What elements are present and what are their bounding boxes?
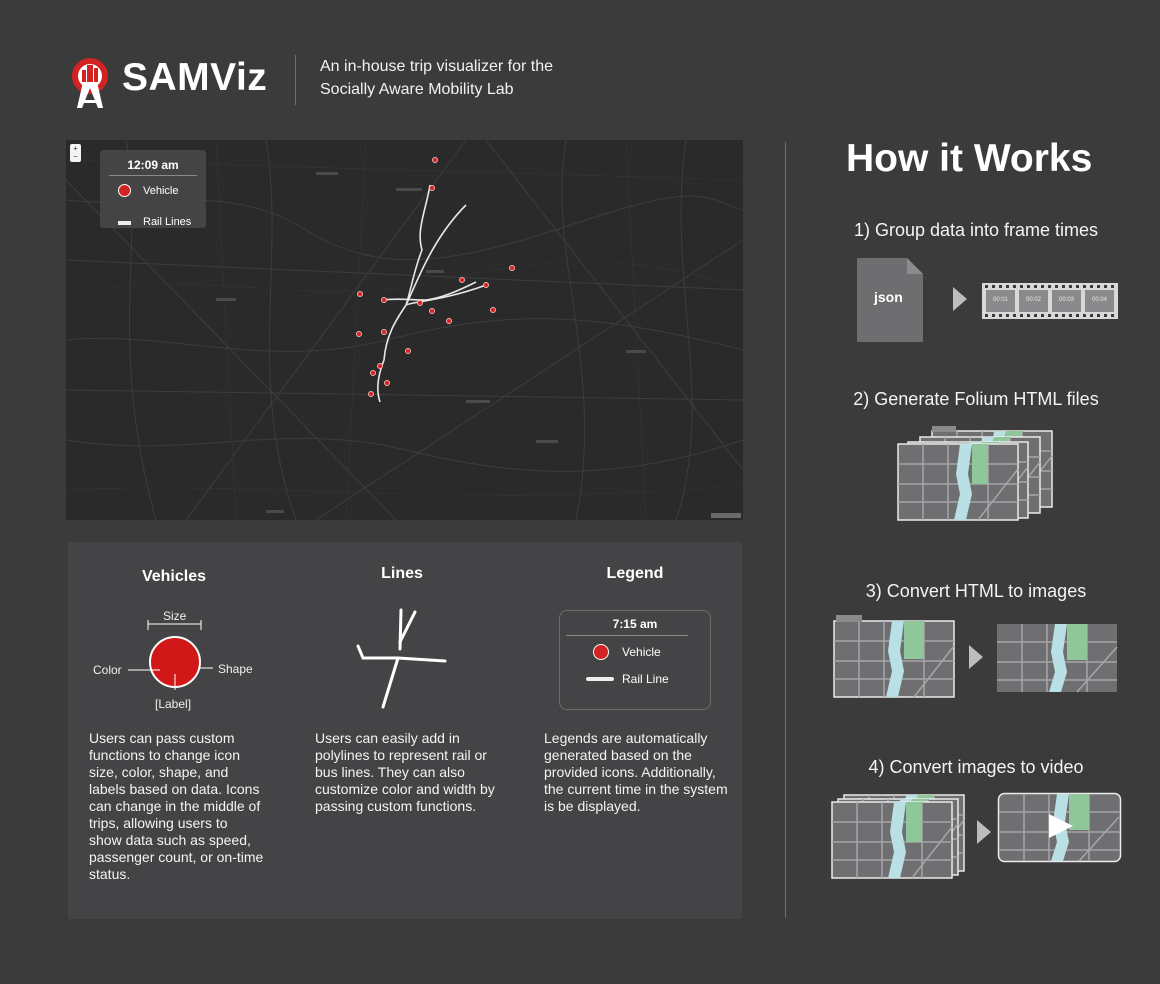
vehicle-dot-icon [118, 184, 131, 197]
html-page-icon [832, 613, 958, 699]
step-3-label: 3) Convert HTML to images [865, 581, 1087, 601]
tagline [320, 55, 553, 101]
legend-description: Legends are automatically generated based on the provided icons. Additionally, the current time in the system is be displayed. [544, 730, 728, 814]
legend-rail-label: Rail Lines [143, 216, 192, 228]
tagline-line-2: Socially Aware Mobility Lab [320, 81, 514, 98]
image-stack-icon [828, 792, 974, 880]
image-output-icon [995, 622, 1119, 694]
tagline-line-1: An in-house trip visualizer for the [320, 58, 553, 75]
rail-lines [378, 185, 486, 402]
legend-divider [109, 175, 197, 176]
lines-title: Lines [381, 565, 423, 582]
vehicles-description: Users can pass custom functions to change icon size, color, shape, and labels based on data. Icons can change in the middle of trips, allowing users to show data such as speed, passenger count, or on-time status. [89, 730, 264, 882]
app-title: SAMViz [122, 56, 268, 99]
color-label: Color [93, 663, 122, 677]
map-view[interactable] [66, 140, 743, 520]
frame-3-label: 00:03 [1058, 297, 1074, 303]
vehicle-dot-icon [593, 644, 609, 660]
video-play-icon [997, 792, 1123, 864]
legend-vehicle-label: Vehicle [143, 185, 179, 197]
zoom-control[interactable] [70, 144, 81, 162]
legend-example-divider [566, 635, 688, 636]
header-divider [295, 55, 296, 105]
legend-example [559, 610, 711, 710]
features-panel [68, 542, 742, 919]
map-attribution[interactable] [711, 513, 741, 518]
step-2-label: 2) Generate Folium HTML files [853, 389, 1099, 409]
polyline-diagram [348, 604, 458, 714]
size-label: Size [163, 609, 187, 623]
legend-example-vehicle: Vehicle [622, 645, 661, 659]
map-place-labels [216, 172, 646, 513]
frame-1-label: 00:01 [992, 297, 1008, 303]
frame-2-label: 00:02 [1025, 297, 1041, 303]
zoom-in-button[interactable]: + [73, 144, 78, 153]
vehicle-markers [357, 158, 515, 397]
step-1-label: 1) Group data into frame times [853, 220, 1099, 240]
rail-line-icon [118, 221, 131, 225]
column-divider [785, 142, 786, 918]
lines-description: Users can easily add in polylines to represent rail or bus lines. They can also customize color and width by passing custom functions. [315, 730, 495, 814]
legend-example-rail: Rail Line [622, 672, 669, 686]
shape-label: Shape [218, 662, 253, 676]
vehicle-icon-diagram [128, 620, 278, 710]
legend-example-time: 7:15 am [612, 617, 658, 631]
arrow-right-icon [969, 645, 985, 669]
legend-title: Legend [606, 565, 664, 582]
label-label: [Label] [155, 697, 192, 711]
samviz-logo-icon [70, 56, 110, 110]
step-4-label: 4) Convert images to video [868, 757, 1084, 777]
frame-4-label: 00:04 [1091, 297, 1107, 303]
legend-time: 12:09 am [127, 158, 179, 172]
json-file-label: json [874, 289, 903, 305]
zoom-out-button[interactable]: − [73, 152, 78, 161]
html-files-stack-icon [896, 423, 1056, 523]
arrow-right-icon [977, 820, 993, 844]
how-it-works-title: How it Works [846, 137, 1093, 180]
map-legend [100, 150, 206, 228]
vehicles-title: Vehicles [141, 568, 207, 585]
rail-line-icon [586, 677, 614, 681]
arrow-right-icon [953, 287, 969, 311]
